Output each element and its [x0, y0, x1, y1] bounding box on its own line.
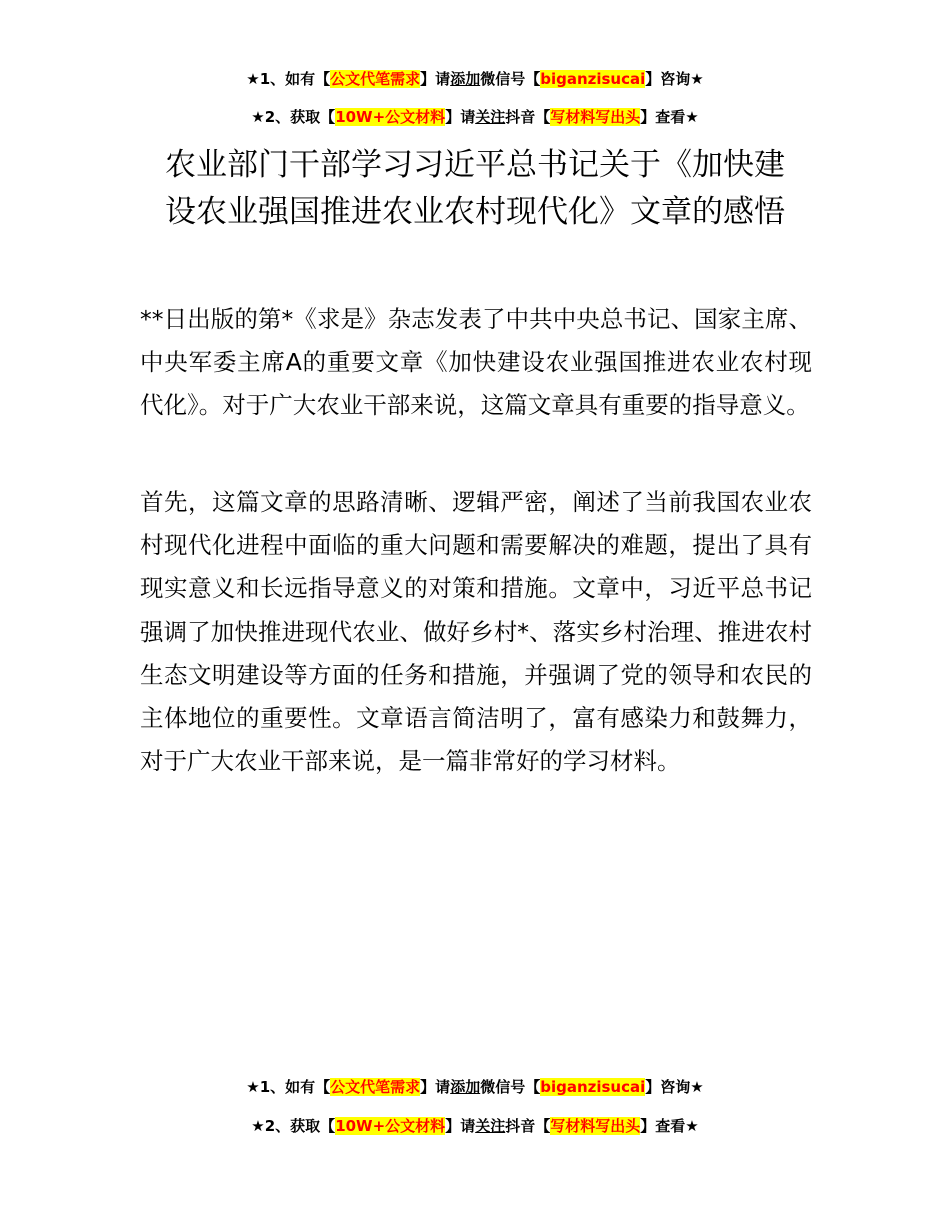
header-promo-line-2 [0, 106, 950, 128]
promo-text: 】咨询★ [645, 70, 704, 88]
promo-highlight: 10W+公文材料 [335, 108, 446, 126]
promo-highlight: 10W+公文材料 [335, 1117, 446, 1135]
promo-text: ★1、如有【 [246, 70, 331, 88]
title-line-2: 设农业强国推进农业农村现代化》文章的感悟 [165, 194, 785, 230]
promo-text: 微信号【 [480, 1078, 541, 1096]
promo-underline: 添加 [450, 1078, 481, 1096]
promo-underline: 添加 [450, 70, 481, 88]
promo-text: 】查看★ [640, 1117, 699, 1135]
promo-text: 】请 [445, 108, 476, 126]
promo-underline: 关注 [475, 108, 506, 126]
document-title [0, 142, 950, 236]
promo-text: 微信号【 [480, 70, 541, 88]
promo-douyin-id: 写材料写出头 [550, 1117, 641, 1135]
promo-text: 】查看★ [640, 108, 699, 126]
paragraph-intro: **日出版的第*《求是》杂志发表了中共中央总书记、国家主席、中央军委主席A的重要文章《加快建设农业强国推进农业农村现代化》。对于广大农业干部来说，这篇文章具有重要的指导意义。 [140, 305, 812, 420]
promo-text: 】咨询★ [645, 1078, 704, 1096]
promo-douyin-id: 写材料写出头 [550, 108, 641, 126]
promo-text: ★1、如有【 [246, 1078, 331, 1096]
promo-highlight: 公文代笔需求 [330, 1078, 421, 1096]
promo-text: 】请 [420, 1078, 451, 1096]
promo-text: 】请 [445, 1117, 476, 1135]
promo-underline: 关注 [475, 1117, 506, 1135]
promo-text: 抖音【 [505, 1117, 551, 1135]
promo-highlight: 公文代笔需求 [330, 70, 421, 88]
promo-wechat-id: biganzisucai [540, 70, 646, 88]
footer-promo-line-1 [0, 1076, 950, 1098]
promo-text: 】请 [420, 70, 451, 88]
promo-text: ★2、获取【 [251, 108, 336, 126]
promo-wechat-id: biganzisucai [540, 1078, 646, 1096]
promo-text: ★2、获取【 [251, 1117, 336, 1135]
paragraph-first-point: 首先，这篇文章的思路清晰、逻辑严密，阐述了当前我国农业农村现代化进程中面临的重大问题和需要解决的难题，提出了具有现实意义和长远指导意义的对策和措施。文章中，习近平总书记强调了加快推进现代农业、做好乡村*、落实乡村治理、推进农村生态文明建设等方面的任务和措施，并强调了党的领导和农民的主体地位的重要性。文章语言简洁明了，富有感染力和鼓舞力，对于广大农业干部来说，是一篇非常好的学习材料。 [140, 488, 812, 776]
header-promo-line-1 [0, 68, 950, 90]
footer-promo-line-2 [0, 1115, 950, 1137]
promo-text: 抖音【 [505, 108, 551, 126]
title-line-1: 农业部门干部学习习近平总书记关于《加快建 [165, 147, 785, 183]
